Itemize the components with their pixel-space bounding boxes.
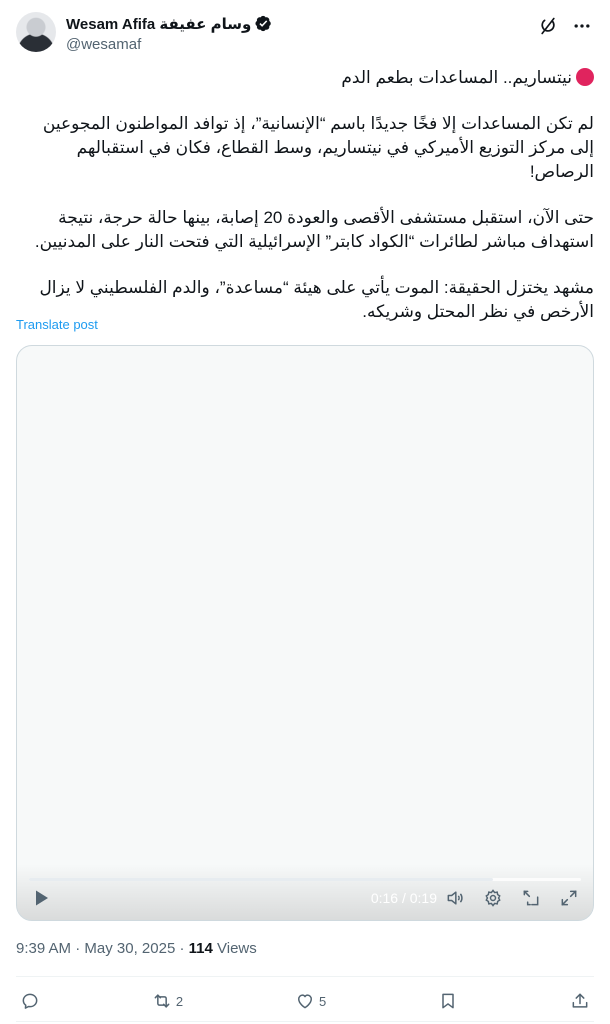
video-player[interactable] [16, 345, 594, 921]
fullscreen-icon[interactable] [557, 886, 581, 910]
video-progress-bar[interactable] [29, 878, 581, 881]
post-header [16, 12, 594, 56]
avatar[interactable] [16, 12, 56, 52]
views-count: 114 [188, 940, 213, 957]
post-headline: نيتساريم.. المساعدات بطعم الدم [341, 68, 572, 87]
verified-badge-icon [255, 15, 272, 32]
reply-button[interactable] [20, 989, 40, 1013]
retweet-count: 2 [175, 993, 184, 1009]
video-progress-fill [29, 878, 493, 881]
more-options-icon[interactable] [570, 14, 594, 38]
like-count: 5 [318, 993, 327, 1009]
video-control-icons [443, 886, 581, 910]
post-time[interactable]: 9:39 AM [16, 940, 72, 957]
post-meta [16, 940, 257, 957]
action-bar [16, 984, 594, 1018]
author-handle[interactable]: @wesamaf [66, 36, 142, 53]
post-paragraph: مشهد يختزل الحقيقة: الموت يأتي على هيئة “مساعدة”، والدم الفلسطيني لا يزال الأرخص في نظر المحتل وشريكه. [39, 278, 594, 321]
author-block [66, 14, 272, 53]
author-name-row [66, 14, 272, 33]
post-paragraph: لم تكن المساعدات إلا فخًا جديدًا باسم “الإنسانية”، إذ توافد المواطنون المجوعين إلى مركز التوزيع الأميركي في نيتساريم، وسط القطاع، فكان في استقبالهم الرصاص! [42, 114, 594, 181]
author-name[interactable]: Wesam Afifa وسام عفيفة [66, 15, 252, 33]
reply-icon [20, 991, 40, 1011]
post-text [16, 66, 594, 346]
post-date[interactable]: May 30, 2025 [84, 940, 176, 957]
share-button[interactable] [570, 989, 590, 1013]
meta-separator: · [179, 940, 189, 957]
header-actions [536, 14, 594, 38]
bookmark-icon [438, 991, 458, 1011]
divider [16, 1021, 594, 1022]
translate-post-link[interactable]: Translate post [16, 317, 98, 332]
picture-in-picture-icon[interactable] [519, 886, 543, 910]
retweet-icon [152, 991, 172, 1011]
bookmark-button[interactable] [438, 989, 458, 1013]
retweet-button[interactable] [152, 989, 183, 1013]
play-icon[interactable] [29, 886, 53, 910]
post-paragraph: حتى الآن، استقبل مستشفى الأقصى والعودة 20 إصابة، بينها حالة حرجة، نتيجة استهداف مباشر لطائرات “الكواد كابتر” الإسرائيلية التي فتحت النار على المدنيين. [34, 208, 594, 251]
video-controls [17, 864, 593, 920]
red-circle-icon [576, 68, 594, 86]
divider [16, 976, 594, 977]
post-headline-line [16, 66, 594, 90]
volume-icon[interactable] [443, 886, 467, 910]
grok-icon[interactable] [536, 14, 560, 38]
heart-icon [295, 991, 315, 1011]
meta-separator: · [75, 940, 85, 957]
settings-gear-icon[interactable] [481, 886, 505, 910]
views-label: Views [217, 940, 257, 957]
like-button[interactable] [295, 989, 326, 1013]
video-time: 0:16 / 0:19 [370, 890, 437, 906]
share-icon [570, 991, 590, 1011]
